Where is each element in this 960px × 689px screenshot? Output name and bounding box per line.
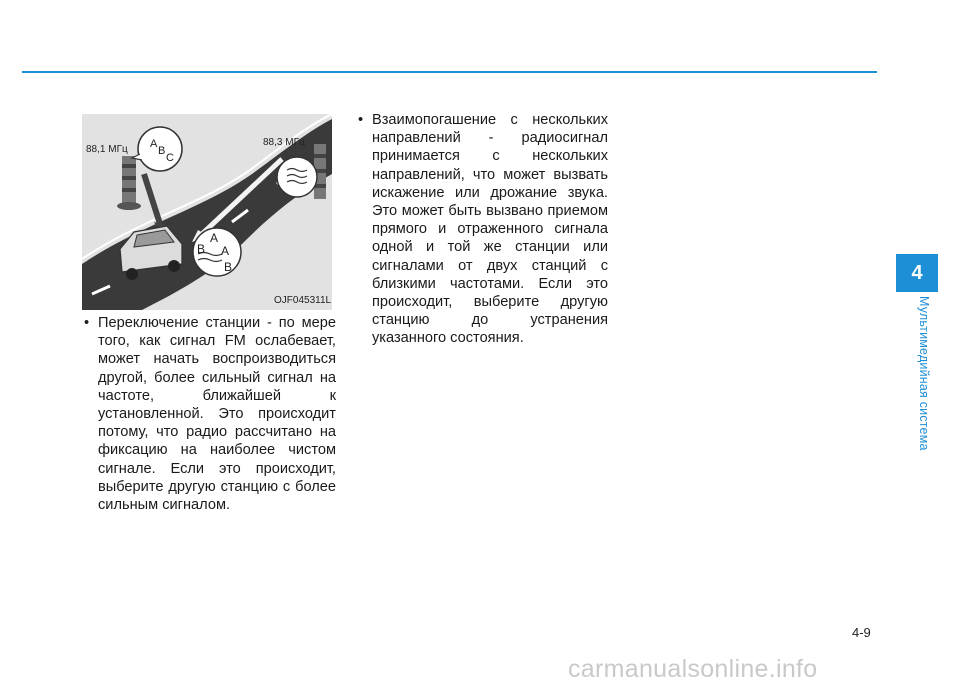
chapter-number-tab: 4 [896,254,938,292]
radio-tower-left [117,156,141,210]
watermark: carmanualsonline.info [568,655,818,683]
bullet-marker: • [84,315,90,331]
page-number: 4-9 [852,625,871,640]
radio-signal-illustration [82,114,332,310]
bullet-item-station-switching [80,314,336,514]
bullet-item-multipath [354,111,608,348]
signal-bubble-left [132,127,182,171]
bubble-letter-a: A [150,138,158,150]
right-column [354,111,608,348]
figure-code: OJF045311L [274,295,332,306]
bubble-letter-c: C [166,152,174,164]
left-column [80,314,336,514]
frequency-label-right: 88,3 МГц [263,137,305,148]
signal-arrow-left [144,174,160,224]
car-letter-b1: B [197,242,206,256]
bullet-marker: • [358,112,364,128]
chapter-title: Мультимедийная система [917,296,931,451]
header-rule [22,71,877,73]
car-letter-a1: A [210,231,219,245]
car-letter-b2: B [224,260,233,274]
car-letter-a2: A [221,244,230,258]
signal-bubble-right [277,157,317,197]
signal-bubble-car [193,228,241,276]
bullet-text: Переключение станции - по мере того, как сигнал FM ослабевает, может начать воспроизводиться другой, более сильный сигнал на частоте, ближайшей к установленной. Это происходит потому, что радио рассчитано на фиксацию на наиболее чистом сигнале. Если это происходит, выберите другую станцию с более сильным сигналом. [98,315,336,514]
bullet-text: Взаимопогашение с нескольких направлений - радиосигнал принимается с нескольких направлений, что может вызвать искажение или дрожание звука. Это может быть вызвано приемом прямого и отраженного сигнала одной и той же станции или сигналами от двух станций с близкими частотами. Если это происходит, выберите другую станцию до устранения указанного состояния. [372,112,608,347]
frequency-label-left: 88,1 МГц [86,144,128,155]
bubble-letter-b: B [158,145,166,157]
